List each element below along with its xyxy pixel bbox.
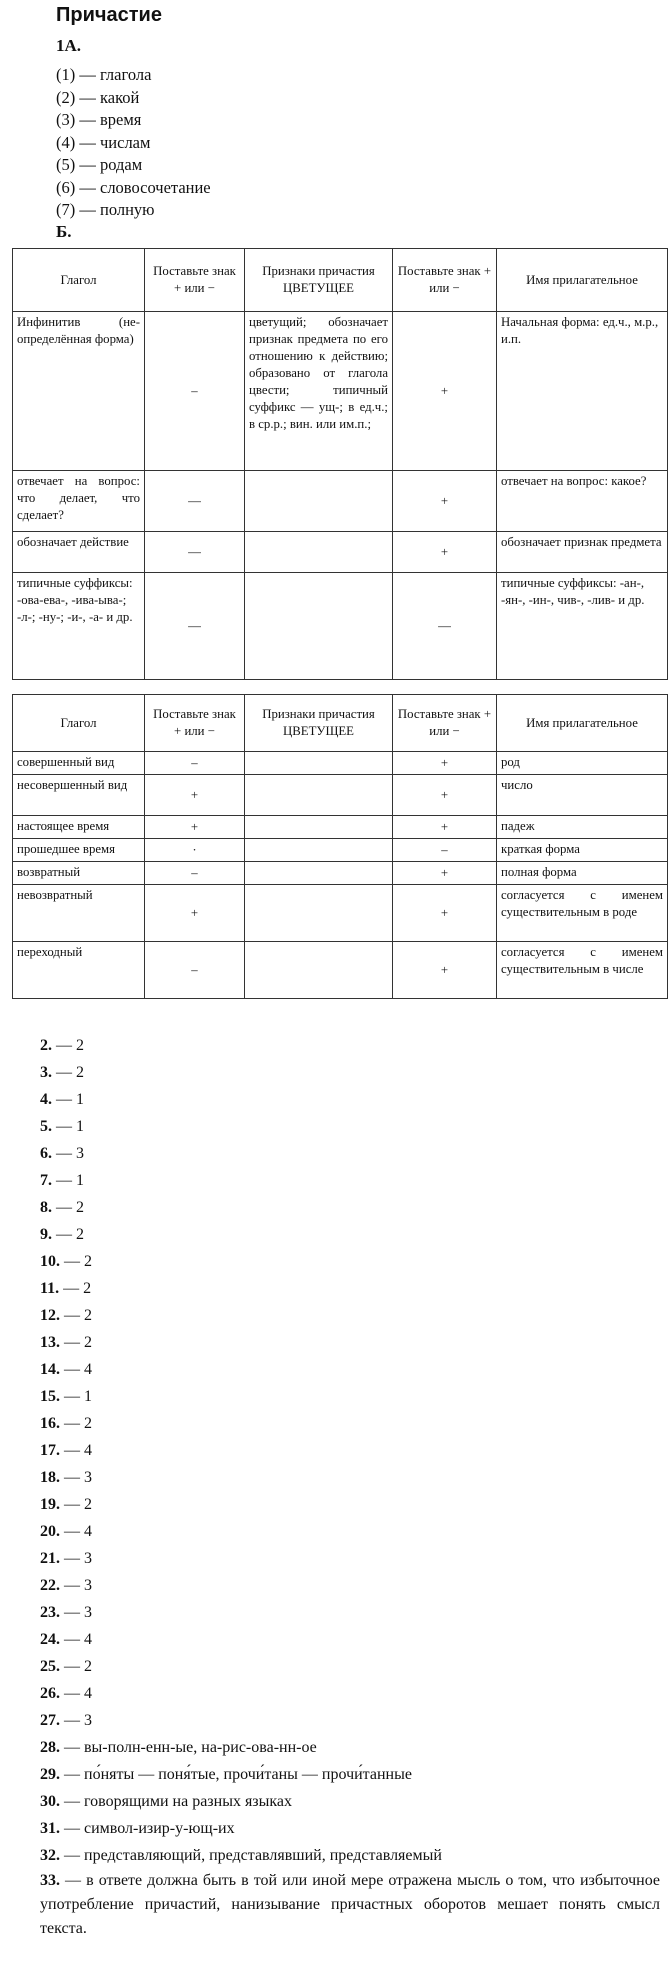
- answer-item: [40, 1842, 660, 1869]
- answer-text: — 2: [52, 1226, 84, 1243]
- sign-cell: +: [393, 885, 497, 942]
- adjective-cell: согласуется с именем существительным в роде: [497, 885, 668, 942]
- answer-number: 23.: [40, 1604, 60, 1621]
- answer-item: [40, 1302, 660, 1329]
- verb-cell: возвратный: [13, 862, 145, 885]
- answer-item: [40, 1329, 660, 1356]
- adjective-cell: Начальная форма: ед.ч., м.р., и.п.: [497, 312, 668, 471]
- header-cell: Имя прилагательное: [497, 249, 668, 312]
- answer-number: 15.: [40, 1388, 60, 1405]
- table-row: [13, 312, 668, 471]
- adjective-cell: полная форма: [497, 862, 668, 885]
- list-item: (7) — полную: [56, 200, 155, 219]
- answer-text: — 4: [60, 1631, 92, 1648]
- participle-cell: [245, 885, 393, 942]
- header-cell: Признаки причастия ЦВЕТУЩЕЕ: [245, 249, 393, 312]
- answer-text: — символ-изир-у-ющ-их: [60, 1820, 235, 1837]
- answer-item: [40, 1140, 660, 1167]
- adjective-cell: обозначает признак предмета: [497, 532, 668, 573]
- answer-item: [40, 1437, 660, 1464]
- table-row: [13, 862, 668, 885]
- list-item: (2) — какой: [56, 87, 140, 107]
- answer-number: 22.: [40, 1577, 60, 1594]
- answer-number: 7.: [40, 1172, 52, 1189]
- answer-number: 28.: [40, 1739, 60, 1756]
- sign-cell: —: [145, 532, 245, 573]
- sign-cell: ·: [145, 839, 245, 862]
- verb-cell: настоящее время: [13, 816, 145, 839]
- verb-cell: несовершенный вид: [13, 775, 145, 816]
- answer-number: 5.: [40, 1118, 52, 1135]
- table-row: [13, 573, 668, 680]
- answer-number: 3.: [40, 1064, 52, 1081]
- sign-cell: —: [145, 573, 245, 680]
- sign-cell: +: [393, 471, 497, 532]
- answer-number: 11.: [40, 1280, 60, 1297]
- answer-number: 8.: [40, 1199, 52, 1216]
- answer-text: — в ответе должна быть в той или иной мере отражена мысль о том, что избыточное употребление причастий, нанизывание причастных оборотов мешает понять смысл текста.: [40, 1872, 660, 1937]
- participle-cell: [245, 752, 393, 775]
- answer-number: 24.: [40, 1631, 60, 1648]
- answer-text: — 1: [52, 1172, 84, 1189]
- answer-text: — 4: [60, 1442, 92, 1459]
- verb-cell: невозвратный: [13, 885, 145, 942]
- table-row: [13, 816, 668, 839]
- answer-text: — по́няты — поня́тые, прочи́таны — прочи́танные: [60, 1766, 412, 1783]
- answer-text: — 3: [60, 1712, 92, 1729]
- answer-item: [40, 1086, 660, 1113]
- page-title: Причастие: [56, 4, 162, 26]
- list-item: (1) — глагола: [56, 65, 152, 84]
- sign-cell: +: [393, 862, 497, 885]
- adjective-cell: падеж: [497, 816, 668, 839]
- answer-number: 18.: [40, 1469, 60, 1486]
- sign-cell: +: [145, 885, 245, 942]
- answer-item: [40, 1167, 660, 1194]
- answer-item: [40, 1059, 660, 1086]
- sign-cell: +: [393, 775, 497, 816]
- answer-item: [40, 1518, 660, 1545]
- answer-text: — 3: [60, 1469, 92, 1486]
- list-item: (4) — числам: [56, 132, 151, 152]
- verb-cell: типичные суффиксы: -ова-ева-, -ива-ыва-; -л-; -ну-; -и-, -а- и др.: [13, 573, 145, 680]
- answer-item: [40, 1356, 660, 1383]
- answer-text: — 3: [60, 1550, 92, 1567]
- answer-number: 4.: [40, 1091, 52, 1108]
- answer-item: [40, 1194, 660, 1221]
- answer-text: — 2: [60, 1496, 92, 1513]
- answer-number: 12.: [40, 1307, 60, 1324]
- answer-number: 9.: [40, 1226, 52, 1243]
- sign-cell: –: [145, 942, 245, 999]
- header-cell: Глагол: [13, 695, 145, 752]
- sign-cell: +: [145, 816, 245, 839]
- participle-cell: [245, 839, 393, 862]
- verb-cell: совершенный вид: [13, 752, 145, 775]
- table-row: [13, 885, 668, 942]
- table-row: [13, 532, 668, 573]
- adjective-cell: число: [497, 775, 668, 816]
- list-item: (3) — время: [56, 110, 142, 129]
- answer-number: 31.: [40, 1820, 60, 1837]
- sign-cell: —: [145, 471, 245, 532]
- header-cell: Поставьте знак + или −: [393, 249, 497, 312]
- sign-cell: +: [145, 775, 245, 816]
- sign-cell: +: [393, 312, 497, 471]
- answer-item: [40, 1599, 660, 1626]
- adjective-cell: краткая форма: [497, 839, 668, 862]
- answer-number: 26.: [40, 1685, 60, 1702]
- answer-text: — 2: [52, 1037, 84, 1054]
- header-cell: Поставьте знак + или −: [145, 249, 245, 312]
- answer-item: [40, 1545, 660, 1572]
- answers-list: [40, 1032, 660, 1941]
- answer-item: [40, 1383, 660, 1410]
- table-row: [13, 839, 668, 862]
- answer-item: [40, 1761, 660, 1788]
- header-cell: Имя прилагательное: [497, 695, 668, 752]
- participle-cell: [245, 775, 393, 816]
- answer-text: — 2: [52, 1199, 84, 1216]
- answer-text: — 2: [60, 1307, 92, 1324]
- participle-cell: цветущий; обозначает признак предмета по его отношению к действию; образовано от глагола цвести; типичный суффикс — ущ-; в ед.ч.; в ср.р.; вин. или им.п.;: [245, 312, 393, 471]
- answer-item: [40, 1707, 660, 1734]
- answer-item: [40, 1734, 660, 1761]
- sign-cell: –: [145, 752, 245, 775]
- sign-cell: —: [393, 573, 497, 680]
- verb-cell: переходный: [13, 942, 145, 999]
- participle-cell: [245, 862, 393, 885]
- answer-item: [40, 1113, 660, 1140]
- verb-cell: обозначает действие: [13, 532, 145, 573]
- answer-item: [40, 1788, 660, 1815]
- answer-text: — 1: [60, 1388, 92, 1405]
- answer-text: — 4: [60, 1685, 92, 1702]
- answer-text: — 2: [52, 1064, 84, 1081]
- section-1a-label: 1А.: [56, 36, 82, 55]
- answer-number: 29.: [40, 1766, 60, 1783]
- header-cell: Поставьте знак + или −: [145, 695, 245, 752]
- adjective-cell: согласуется с именем существительным в числе: [497, 942, 668, 999]
- sign-cell: +: [393, 532, 497, 573]
- sign-cell: +: [393, 816, 497, 839]
- sign-cell: +: [393, 752, 497, 775]
- answer-item: [40, 1221, 660, 1248]
- answer-item: [40, 1491, 660, 1518]
- answer-number: 10.: [40, 1253, 60, 1270]
- answer-list-1a: [56, 64, 211, 222]
- answer-number: 14.: [40, 1361, 60, 1378]
- answer-text: — 1: [52, 1118, 84, 1135]
- adjective-cell: типичные суффиксы: -ан-, -ян-, -ин-, чив-, -лив- и др.: [497, 573, 668, 680]
- answer-item: [40, 1869, 660, 1941]
- sign-cell: +: [393, 942, 497, 999]
- answer-number: 33.: [40, 1872, 60, 1889]
- answer-item: [40, 1653, 660, 1680]
- participle-cell: [245, 532, 393, 573]
- verb-cell: отвечает на вопрос: что делает, что сделает?: [13, 471, 145, 532]
- answer-number: 13.: [40, 1334, 60, 1351]
- answer-text: — 2: [60, 1334, 92, 1351]
- participle-cell: [245, 942, 393, 999]
- answer-number: 6.: [40, 1145, 52, 1162]
- table-row: [13, 752, 668, 775]
- answer-number: 25.: [40, 1658, 60, 1675]
- answer-number: 21.: [40, 1550, 60, 1567]
- comparison-table-1: [12, 248, 668, 680]
- answer-text: — 3: [60, 1577, 92, 1594]
- header-cell: Глагол: [13, 249, 145, 312]
- answer-text: — 2: [60, 1415, 92, 1432]
- verb-cell: прошедшее время: [13, 839, 145, 862]
- participle-cell: [245, 573, 393, 680]
- sign-cell: –: [145, 862, 245, 885]
- answer-text: — вы-полн-енн-ые, на-рис-ова-нн-ое: [60, 1739, 317, 1756]
- table-row: [13, 775, 668, 816]
- participle-cell: [245, 816, 393, 839]
- answer-item: [40, 1572, 660, 1599]
- sign-cell: –: [145, 312, 245, 471]
- answer-text: — 4: [60, 1361, 92, 1378]
- answer-text: — говорящими на разных языках: [60, 1793, 292, 1810]
- sign-cell: –: [393, 839, 497, 862]
- answer-item: [40, 1464, 660, 1491]
- answer-number: 30.: [40, 1793, 60, 1810]
- header-cell: Признаки причастия ЦВЕТУЩЕЕ: [245, 695, 393, 752]
- comparison-table-2: [12, 694, 668, 999]
- answer-text: — представляющий, представлявший, представляемый: [60, 1847, 442, 1864]
- table-row: [13, 942, 668, 999]
- table-header-row: [13, 695, 668, 752]
- adjective-cell: отвечает на вопрос: какое?: [497, 471, 668, 532]
- answer-text: — 2: [59, 1280, 92, 1297]
- list-item: (5) — родам: [56, 155, 143, 174]
- answer-text: — 4: [60, 1523, 92, 1540]
- answer-number: 19.: [40, 1496, 60, 1513]
- adjective-cell: род: [497, 752, 668, 775]
- answer-text: — 2: [60, 1253, 92, 1270]
- answer-number: 20.: [40, 1523, 60, 1540]
- answer-text: — 3: [60, 1604, 92, 1621]
- header-cell: Поставьте знак + или −: [393, 695, 497, 752]
- answer-number: 16.: [40, 1415, 60, 1432]
- answer-item: [40, 1275, 660, 1302]
- answer-text: — 3: [52, 1145, 84, 1162]
- answer-text: — 2: [60, 1658, 92, 1675]
- table-row: [13, 471, 668, 532]
- answer-item: [40, 1626, 660, 1653]
- answer-number: 2.: [40, 1037, 52, 1054]
- answer-item: [40, 1032, 660, 1059]
- answer-number: 32.: [40, 1847, 60, 1864]
- answer-item: [40, 1248, 660, 1275]
- list-item: (6) — словосочетание: [56, 177, 211, 197]
- answer-number: 17.: [40, 1442, 60, 1459]
- verb-cell: Инфинитив (не-определённая форма): [13, 312, 145, 471]
- table-header-row: [13, 249, 668, 312]
- participle-cell: [245, 471, 393, 532]
- answer-text: — 1: [52, 1091, 84, 1108]
- section-b-label: Б.: [56, 222, 72, 241]
- answer-number: 27.: [40, 1712, 60, 1729]
- answer-item: [40, 1410, 660, 1437]
- answer-item: [40, 1815, 660, 1842]
- answer-item: [40, 1680, 660, 1707]
